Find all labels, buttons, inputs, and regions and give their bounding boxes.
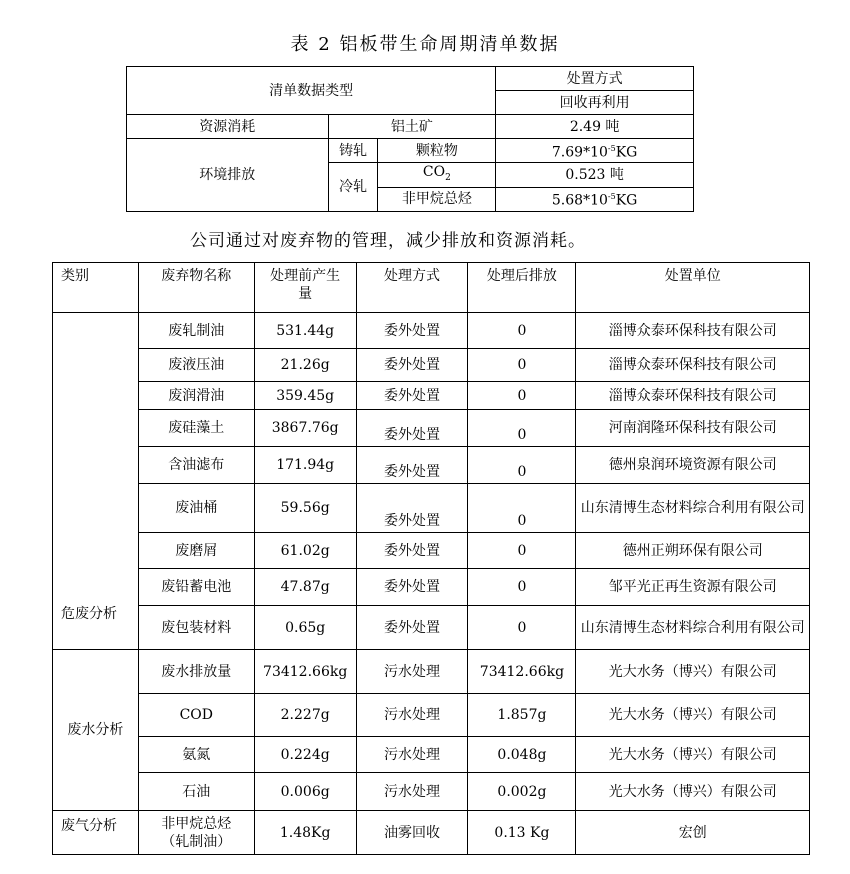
hazard-name: 废轧制油: [138, 313, 254, 349]
hazard-before: 21.26g: [254, 349, 356, 382]
gas-name: 非甲烷总烃 （轧制油）: [138, 811, 254, 855]
hazard-unit: 山东清博生态材料综合利用有限公司: [576, 484, 810, 533]
resource-value: 2.49 吨: [496, 115, 694, 139]
cold-rolling-label: 冷轧: [328, 163, 378, 212]
resource-item: 铝土矿: [328, 115, 496, 139]
hazard-unit: 山东清博生态材料综合利用有限公司: [576, 606, 810, 650]
water-name: 石油: [138, 773, 254, 811]
water-unit: 光大水务（博兴）有限公司: [576, 694, 810, 737]
hazard-method: 委外处置: [356, 410, 468, 447]
header-category: 类别: [53, 263, 139, 313]
hazard-unit: 淄博众泰环保科技有限公司: [576, 349, 810, 382]
hazard-name: 废润滑油: [138, 382, 254, 410]
waste-table: [52, 262, 810, 855]
table-row: [53, 694, 810, 737]
env-label: 环境排放: [127, 139, 329, 212]
water-name: 废水排放量: [138, 650, 254, 694]
hazard-unit: 德州泉润环境资源有限公司: [576, 447, 810, 484]
hazard-before: 0.65g: [254, 606, 356, 650]
header-waste-name: 废弃物名称: [138, 263, 254, 313]
resource-label: 资源消耗: [127, 115, 329, 139]
particulate-value: $7.69*10^{-5}KG$: [496, 139, 694, 163]
water-section: [53, 650, 810, 811]
hazard-before: 47.87g: [254, 569, 356, 606]
table-row: [53, 773, 810, 811]
hazard-name: 废液压油: [138, 349, 254, 382]
water-unit: 光大水务（博兴）有限公司: [576, 773, 810, 811]
hazard-after: 0: [468, 569, 576, 606]
hazard-section: [53, 313, 810, 650]
header-data-type: 清单数据类型: [127, 67, 496, 115]
hazard-method: 委外处置: [356, 349, 468, 382]
water-method: 污水处理: [356, 694, 468, 737]
gas-category: 废气分析: [53, 811, 139, 855]
table-row: [53, 606, 810, 650]
hazard-before: 171.94g: [254, 447, 356, 484]
water-before: 73412.66kg: [254, 650, 356, 694]
table-row: [53, 484, 810, 533]
header-unit: 处置单位: [576, 263, 810, 313]
header-recycle: 回收再利用: [496, 91, 694, 115]
lifecycle-table: [126, 66, 694, 212]
table-row: [53, 447, 810, 484]
table-row: [53, 569, 810, 606]
hazard-method: 委外处置: [356, 533, 468, 569]
table-row: [53, 737, 810, 773]
particulate-label: 颗粒物: [378, 139, 496, 163]
gas-after: 0.13 Kg: [468, 811, 576, 855]
water-unit: 光大水务（博兴）有限公司: [576, 737, 810, 773]
casting-label: 铸轧: [328, 139, 378, 163]
hazard-after: 0: [468, 313, 576, 349]
hazard-name: 废包装材料: [138, 606, 254, 650]
header-after: 处理后排放: [468, 263, 576, 313]
hazard-unit: 德州正朔环保有限公司: [576, 533, 810, 569]
hazard-category: 危废分析: [53, 313, 139, 650]
hazard-name: 废铅蓄电池: [138, 569, 254, 606]
water-method: 污水处理: [356, 773, 468, 811]
hazard-after: 0: [468, 382, 576, 410]
water-before: 0.224g: [254, 737, 356, 773]
hazard-after: 0: [468, 349, 576, 382]
hazard-name: 废磨屑: [138, 533, 254, 569]
hazard-unit: 邹平光正再生资源有限公司: [576, 569, 810, 606]
nmhc-label: 非甲烷总烃: [378, 187, 496, 211]
header-before: 处理前产生 量: [254, 263, 356, 313]
hazard-unit: 淄博众泰环保科技有限公司: [576, 382, 810, 410]
water-name: 氨氮: [138, 737, 254, 773]
table-row: [53, 410, 810, 447]
co2-label: $CO_2$: [378, 163, 496, 188]
water-category: 废水分析: [53, 650, 139, 811]
hazard-after: 0: [468, 533, 576, 569]
gas-method: 油雾回收: [356, 811, 468, 855]
table-row: [53, 650, 810, 694]
water-method: 污水处理: [356, 737, 468, 773]
hazard-after: 0: [468, 447, 576, 484]
hazard-before: 359.45g: [254, 382, 356, 410]
water-after: 0.002g: [468, 773, 576, 811]
table-row: [53, 382, 810, 410]
header-method: 处理方式: [356, 263, 468, 313]
table-title: 表 2 铝板带生命周期清单数据: [290, 34, 560, 55]
water-after: 73412.66kg: [468, 650, 576, 694]
gas-before: 1.48Kg: [254, 811, 356, 855]
hazard-after: 0: [468, 410, 576, 447]
co2-value: 0.523 吨: [496, 163, 694, 188]
note-text: 公司通过对废弃物的管理，减少排放和资源消耗。: [190, 231, 586, 251]
hazard-before: 3867.76g: [254, 410, 356, 447]
hazard-before: 59.56g: [254, 484, 356, 533]
hazard-after: 0: [468, 484, 576, 533]
water-name: COD: [138, 694, 254, 737]
hazard-method: 委外处置: [356, 313, 468, 349]
hazard-method: 委外处置: [356, 484, 468, 533]
header-disposal: 处置方式: [496, 67, 694, 91]
hazard-before: 61.02g: [254, 533, 356, 569]
hazard-name: 含油滤布: [138, 447, 254, 484]
hazard-before: 531.44g: [254, 313, 356, 349]
water-method: 污水处理: [356, 650, 468, 694]
table-row: [53, 313, 810, 349]
hazard-name: 废油桶: [138, 484, 254, 533]
hazard-method: 委外处置: [356, 447, 468, 484]
hazard-unit: 淄博众泰环保科技有限公司: [576, 313, 810, 349]
hazard-method: 委外处置: [356, 382, 468, 410]
water-before: 0.006g: [254, 773, 356, 811]
hazard-name: 废硅藻土: [138, 410, 254, 447]
hazard-method: 委外处置: [356, 606, 468, 650]
table-row: [53, 811, 810, 855]
table-row: [53, 349, 810, 382]
water-after: 0.048g: [468, 737, 576, 773]
water-before: 2.227g: [254, 694, 356, 737]
water-after: 1.857g: [468, 694, 576, 737]
gas-unit: 宏创: [576, 811, 810, 855]
hazard-after: 0: [468, 606, 576, 650]
hazard-method: 委外处置: [356, 569, 468, 606]
table-row: [53, 533, 810, 569]
hazard-unit: 河南润隆环保科技有限公司: [576, 410, 810, 447]
water-unit: 光大水务（博兴）有限公司: [576, 650, 810, 694]
nmhc-value: $5.68*10^{-5}KG$: [496, 187, 694, 211]
